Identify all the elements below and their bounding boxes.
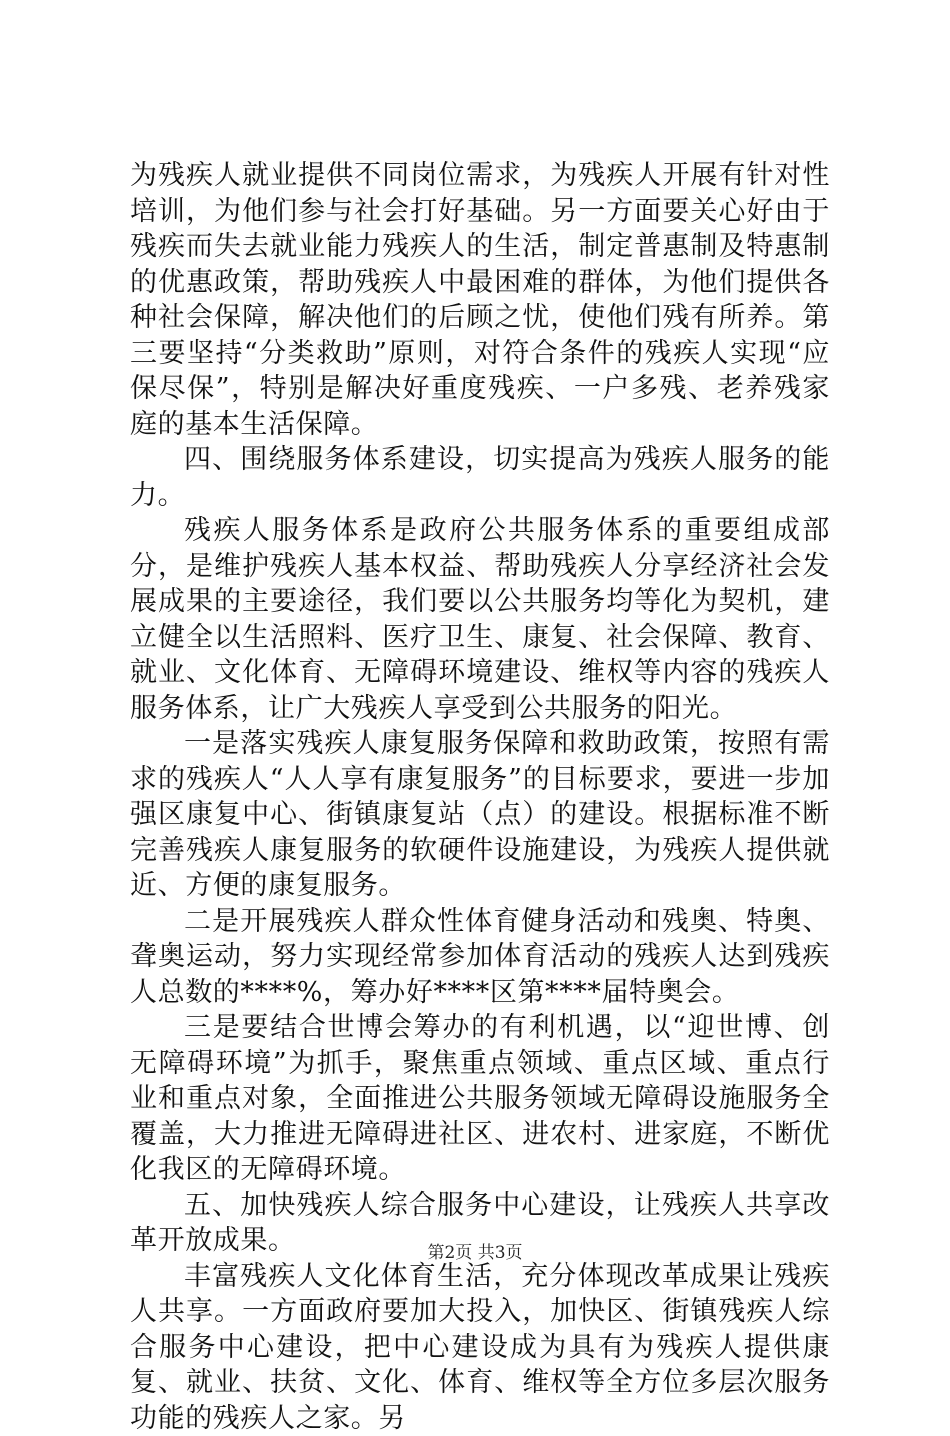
paragraph-sports: 二是开展残疾人群众性体育健身活动和残奥、特奥、聋奥运动，努力实现经常参加体育活动的残疾人达到残疾人总数的****%，筹办好****区第****届特奥会。 bbox=[130, 904, 830, 1011]
paragraph-service-system: 残疾人服务体系是政府公共服务体系的重要组成部分，是维护残疾人基本权益、帮助残疾人分享经济社会发展成果的主要途径，我们要以公共服务均等化为契机，建立健全以生活照料、医疗卫生、康复、社会保障、教育、就业、文化体育、无障碍环境建设、维权等内容的残疾人服务体系，让广大残疾人享受到公共服务的阳光。 bbox=[130, 513, 830, 726]
paragraph-continuation: 为残疾人就业提供不同岗位需求，为残疾人开展有针对性培训，为他们参与社会打好基础。另一方面要关心好由于残疾而失去就业能力残疾人的生活，制定普惠制及特惠制的优惠政策，帮助残疾人中最困难的群体，为他们提供各种社会保障，解决他们的后顾之忧，使他们残有所养。第三要坚持“分类救助”原则，对符合条件的残疾人实现“应保尽保”，特别是解决好重度残疾、一户多残、老养残家庭的基本生活保障。 bbox=[130, 158, 830, 442]
section-heading-four: 四、围绕服务体系建设，切实提高为残疾人服务的能力。 bbox=[130, 442, 830, 513]
paragraph-accessibility: 三是要结合世博会筹办的有利机遇，以“迎世博、创无障碍环境”为抓手，聚焦重点领域、重点区域、重点行业和重点对象，全面推进公共服务领域无障碍设施服务全覆盖，大力推进无障碍进社区、进农村、进家庭，不断优化我区的无障碍环境。 bbox=[130, 1010, 830, 1188]
paragraph-service-center: 丰富残疾人文化体育生活，充分体现改革成果让残疾人共享。一方面政府要加大投入，加快区、街镇残疾人综合服务中心建设，把中心建设成为具有为残疾人提供康复、就业、扶贫、文化、体育、维权等全方位多层次服务功能的残疾人之家。另 bbox=[130, 1259, 830, 1436]
paragraph-rehabilitation: 一是落实残疾人康复服务保障和救助政策，按照有需求的残疾人“人人享有康复服务”的目标要求，要进一步加强区康复中心、街镇康复站（点）的建设。根据标准不断完善残疾人康复服务的软硬件设施建设，为残疾人提供就近、方便的康复服务。 bbox=[130, 726, 830, 904]
section-heading-five: 五、加快残疾人综合服务中心建设，让残疾人共享改革开放成果。 bbox=[130, 1188, 830, 1259]
page-number-footer: 第2页 共3页 bbox=[0, 1238, 950, 1263]
